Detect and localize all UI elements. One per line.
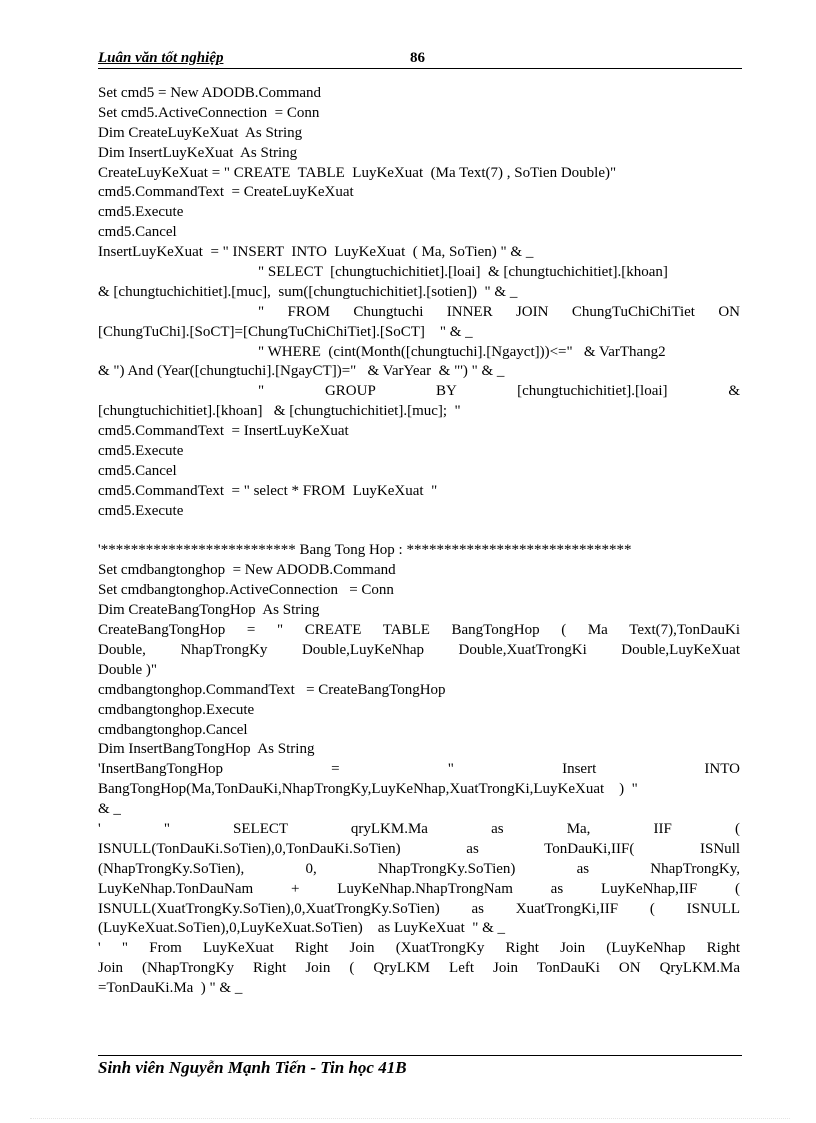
code-line: ' " From LuyKeXuat Right Join (XuatTrongKy Right Join (LuyKeNhap Right — [98, 940, 740, 957]
code-line: Set cmdbangtonghop = New ADODB.Command — [98, 562, 396, 579]
code-line: cmdbangtonghop.Execute — [98, 701, 255, 718]
code-block-bangtonghop — [98, 541, 740, 998]
code-line: " SELECT [chungtuchichitiet].[loai] & [chungtuchichitiet].[khoan] — [258, 264, 668, 281]
code-line: CreateLuyKeXuat = " CREATE TABLE LuyKeXuat (Ma Text(7) , SoTien Double)" — [98, 164, 617, 181]
code-line: Dim InsertBangTongHop As String — [98, 741, 315, 758]
code-line: InsertLuyKeXuat = " INSERT INTO LuyKeXuat ( Ma, SoTien) " & _ — [98, 244, 534, 261]
code-line: cmd5.CommandText = CreateLuyKeXuat — [98, 184, 354, 201]
code-line: " FROM Chungtuchi INNER JOIN ChungTuChiChiTiet ON — [258, 303, 740, 320]
blank-line — [98, 522, 740, 542]
code-line: [ChungTuChi].[SoCT]=[ChungTuChiChiTiet].[SoCT] " & _ — [98, 323, 473, 340]
code-block-luykexuat — [98, 84, 740, 522]
code-line: LuyKeNhap.TonDauNam + LuyKeNhap.NhapTrongNam as LuyKeNhap,IIF ( — [98, 880, 740, 897]
code-line: (LuyKeXuat.SoTien),0,LuyKeXuat.SoTien) as LuyKeXuat " & _ — [98, 920, 506, 937]
code-line: cmd5.Cancel — [98, 224, 177, 241]
page-number: 86 — [410, 50, 425, 66]
code-line: Double, NhapTrongKy Double,LuyKeNhap Double,XuatTrongKi Double,LuyKeXuat — [98, 641, 740, 658]
footer-author: Sinh viên Nguyễn Mạnh Tiến - Tin học 41B — [98, 1058, 407, 1077]
code-line: (NhapTrongKy.SoTien), 0, NhapTrongKy.SoTien) as NhapTrongKy, — [98, 860, 740, 877]
code-line: Dim CreateBangTongHop As String — [98, 602, 320, 619]
footer-divider — [98, 1055, 742, 1056]
code-line: & [chungtuchichitiet].[muc], sum([chungtuchichitiet].[sotien]) " & _ — [98, 283, 518, 300]
code-line: " GROUP BY [chungtuchichitiet].[loai] & — [258, 383, 740, 400]
code-line: ISNULL(XuatTrongKy.SoTien),0,XuatTrongKy.SoTien) as XuatTrongKi,IIF ( ISNULL — [98, 900, 740, 917]
code-line: Set cmd5 = New ADODB.Command — [98, 85, 322, 101]
page-header — [98, 50, 742, 69]
document-title: Luân văn tốt nghiệp — [98, 50, 224, 66]
code-line: cmdbangtonghop.CommandText = CreateBangTongHop — [98, 681, 446, 698]
code-line: ISNULL(TonDauKi.SoTien),0,TonDauKi.SoTien) as TonDauKi,IIF( ISNull — [98, 840, 740, 857]
code-line: Dim CreateLuyKeXuat As String — [98, 124, 303, 141]
code-line: cmd5.CommandText = InsertLuyKeXuat — [98, 423, 349, 440]
document-body — [98, 84, 740, 999]
code-line: cmd5.Execute — [98, 502, 184, 519]
code-line: Dim InsertLuyKeXuat As String — [98, 144, 298, 161]
code-line: cmd5.Execute — [98, 204, 184, 221]
code-line: '************************** Bang Tong Hop : ****************************** — [98, 542, 632, 559]
page-edge-divider — [30, 1118, 790, 1119]
code-line: cmd5.Cancel — [98, 462, 177, 479]
code-line: 'InsertBangTongHop = " Insert INTO — [98, 761, 740, 778]
code-line: & ") And (Year([chungtuchi].[NgayCT])=" & VarYear & "') " & _ — [98, 363, 505, 380]
code-line: Set cmdbangtonghop.ActiveConnection = Conn — [98, 582, 394, 599]
code-line: cmd5.Execute — [98, 443, 184, 460]
code-line: & _ — [98, 801, 121, 818]
code-line: Double )" — [98, 661, 158, 678]
code-line: BangTongHop(Ma,TonDauKi,NhapTrongKy,LuyKeNhap,XuatTrongKi,LuyKeXuat ) " — [98, 781, 638, 798]
code-line: CreateBangTongHop = " CREATE TABLE BangTongHop ( Ma Text(7),TonDauKi — [98, 622, 740, 639]
code-line: ' " SELECT qryLKM.Ma as Ma, IIF ( — [98, 820, 740, 837]
code-line: " WHERE (cint(Month([chungtuchi].[Ngayct]))<=" & VarThang2 — [258, 343, 666, 360]
code-line: [chungtuchichitiet].[khoan] & [chungtuchichitiet].[muc]; " — [98, 403, 461, 420]
code-line: Join (NhapTrongKy Right Join ( QryLKM Left Join TonDauKi ON QryLKM.Ma — [98, 960, 740, 977]
code-line: =TonDauKi.Ma ) " & _ — [98, 980, 243, 997]
code-line: cmdbangtonghop.Cancel — [98, 721, 248, 738]
code-line: Set cmd5.ActiveConnection = Conn — [98, 104, 320, 121]
code-line: cmd5.CommandText = " select * FROM LuyKeXuat " — [98, 482, 438, 499]
